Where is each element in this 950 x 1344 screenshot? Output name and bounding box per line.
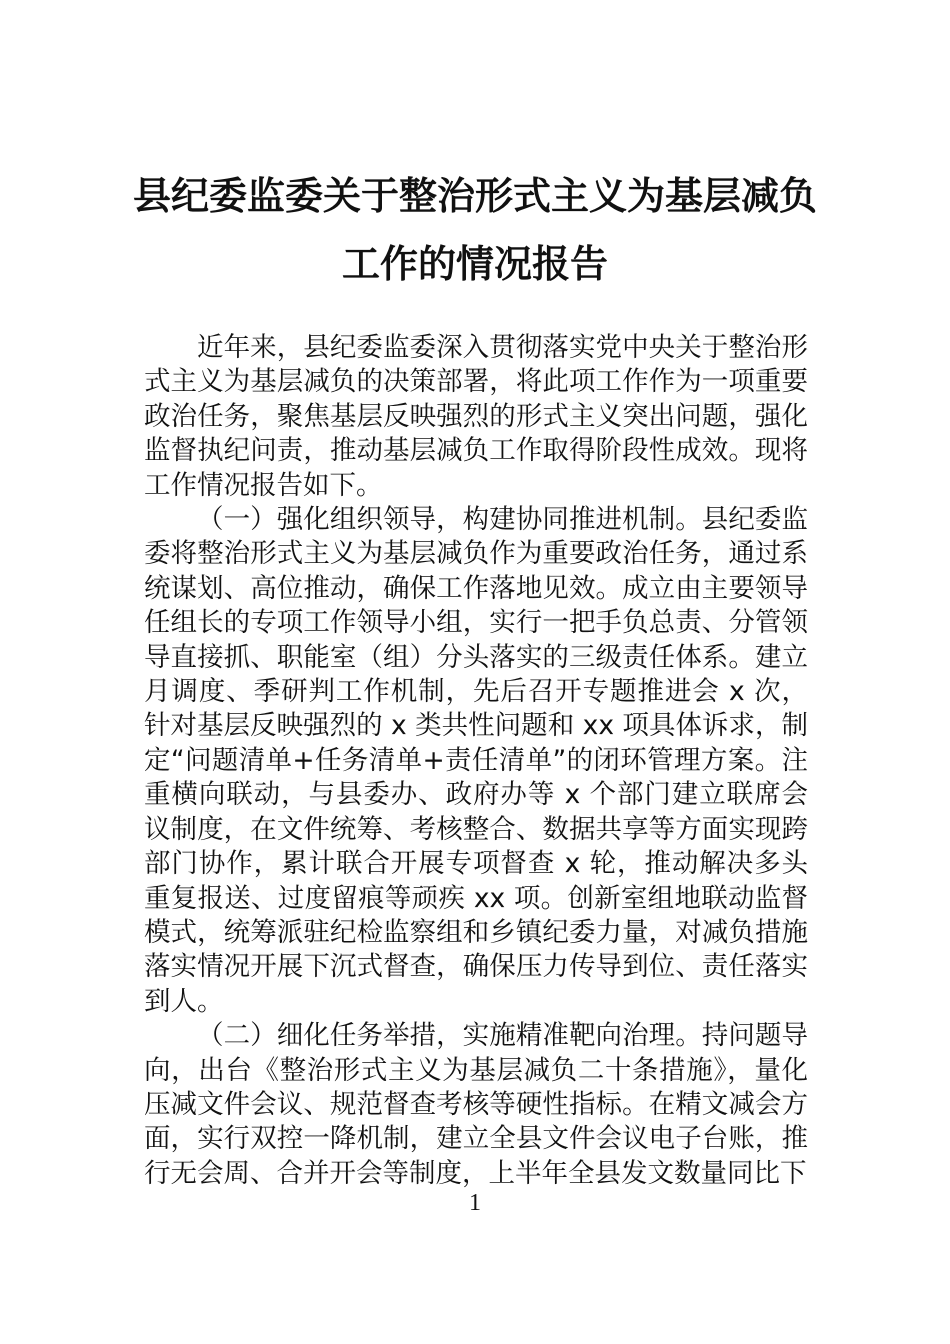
page-number: 1 [469,1190,481,1216]
paragraph-section-2: （二）细化任务举措，实施精准靶向治理。持问题导向，出台《整治形式主义为基层减负二十条措施》，量化压减文件会议、规范督查考核等硬性指标。在精文减会方面，实行双控一降机制，建立全县文件会议电子台账，推行无会周、合并开会等制度，上半年全县发文数量同比下 [144,1020,808,1189]
document-title-line-2: 工作的情况报告 [341,242,608,286]
paragraph-intro: 近年来，县纪委监委深入贯彻落实党中央关于整治形式主义为基层减负的决策部署，将此项工作作为一项重要政治任务，聚焦基层反映强烈的形式主义突出问题，强化监督执纪问责，推动基层减负工作取得阶段性成效。现将工作情况报告如下。 [144,332,808,501]
document-title-line-1: 县纪委监委关于整治形式主义为基层减负 [132,174,817,218]
document-body [144,331,808,1191]
paragraph-section-1: （一）强化组织领导，构建协同推进机制。县纪委监委将整治形式主义为基层减负作为重要政治任务，通过系统谋划、高位推动，确保工作落地见效。成立由主要领导任组长的专项工作领导小组，实行一把手负总责、分管领导直接抓、职能室（组）分头落实的三级责任体系。建立月调度、季研判工作机制，先后召开专题推进会 x 次，针对基层反映强烈的 x 类共性问题和 xx 项具体诉求，制定“问题清单+任务清单+责任清单”的闭环管理方案。注重横向联动，与县委办、政府办等 x 个部门建立联席会议制度，在文件统筹、考核整合、数据共享等方面实现跨部门协作，累计联合开展专项督查 x 轮，推动解决多头重复报送、过度留痕等顽疾 xx 项。创新室组地联动监督模式，统筹派驻纪检监察组和乡镇纪委力量，对减负措施落实情况开展下沉式督查，确保压力传导到位、责任落实到人。 [144,504,808,1017]
